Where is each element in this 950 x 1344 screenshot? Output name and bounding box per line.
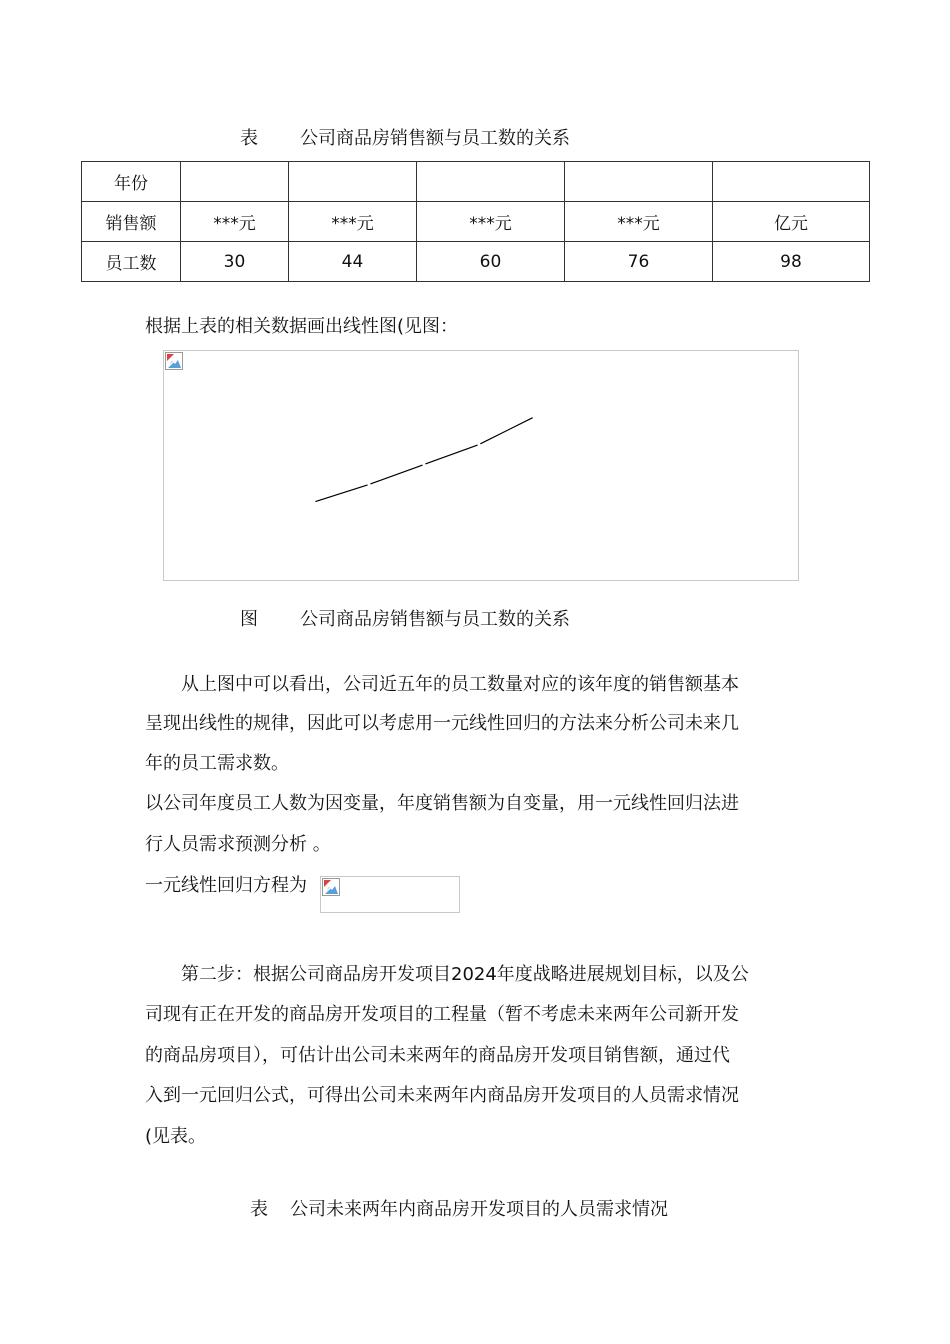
table2-caption-text: 公司未来两年内商品房开发项目的人员需求情况 [290, 1199, 668, 1220]
series-line-segment [480, 418, 532, 444]
series-line-segment [425, 445, 477, 464]
table-cell [289, 162, 417, 202]
figure-box [163, 350, 799, 581]
table-cell [417, 162, 565, 202]
table-row [82, 162, 870, 202]
figure-caption-label: 图 [240, 609, 258, 630]
series-line-segment [315, 485, 367, 502]
paragraph3-line: 司现有正在开发的商品房开发项目的工程量（暂不考虑未来两年公司新开发 [145, 1004, 739, 1025]
table-cell: 76 [565, 242, 713, 282]
table-row [82, 202, 870, 242]
table2-caption [250, 1195, 668, 1221]
intro-text: 根据上表的相关数据画出线性图(见图： [145, 316, 459, 337]
sales-staff-table [81, 161, 870, 282]
paragraph3-line: 第二步：根据公司商品房开发项目2024年度战略进展规划目标，以及公 [181, 964, 749, 985]
table2-caption-label: 表 [250, 1199, 268, 1220]
table-cell: 44 [289, 242, 417, 282]
table-row [82, 242, 870, 282]
equation-label: 一元线性回归方程为 [145, 875, 307, 896]
series-line-segment [370, 465, 422, 484]
table-cell [181, 162, 289, 202]
paragraph1-line: 呈现出线性的规律，因此可以考虑用一元线性回归的方法来分析公司未来几 [145, 713, 739, 734]
paragraph2-line: 以公司年度员工人数为因变量，年度销售额为自变量，用一元线性回归法进 [145, 793, 739, 814]
row-header: 销售额 [82, 202, 181, 242]
paragraph3-line: 的商品房项目），可估计出公司未来两年的商品房开发项目销售额，通过代 [145, 1045, 730, 1066]
line-chart [164, 351, 798, 580]
table1-caption-text: 公司商品房销售额与员工数的关系 [300, 128, 570, 149]
table-cell: 30 [181, 242, 289, 282]
table-cell [713, 162, 870, 202]
figure-caption-text: 公司商品房销售额与员工数的关系 [300, 609, 570, 630]
paragraph3-line: (见表。 [145, 1126, 207, 1147]
table-cell: ***元 [289, 202, 417, 242]
paragraph1-line: 从上图中可以看出，公司近五年的员工数量对应的该年度的销售额基本 [181, 674, 739, 695]
table-cell: 60 [417, 242, 565, 282]
row-header: 年份 [82, 162, 181, 202]
table-cell: ***元 [417, 202, 565, 242]
row-header: 员工数 [82, 242, 181, 282]
paragraph1-line: 年的员工需求数。 [145, 753, 289, 774]
paragraph2-line: 行人员需求预测分析 。 [145, 834, 331, 855]
table-cell [565, 162, 713, 202]
table-cell: ***元 [181, 202, 289, 242]
table-cell: 98 [713, 242, 870, 282]
table-cell: 亿元 [713, 202, 870, 242]
table1-caption [240, 124, 570, 150]
paragraph3-line: 入到一元回归公式，可得出公司未来两年内商品房开发项目的人员需求情况 [145, 1085, 739, 1106]
equation-image [320, 876, 460, 913]
table1-caption-label: 表 [240, 128, 258, 149]
broken-image-icon [322, 878, 340, 896]
table-cell: ***元 [565, 202, 713, 242]
figure-caption [240, 605, 570, 631]
